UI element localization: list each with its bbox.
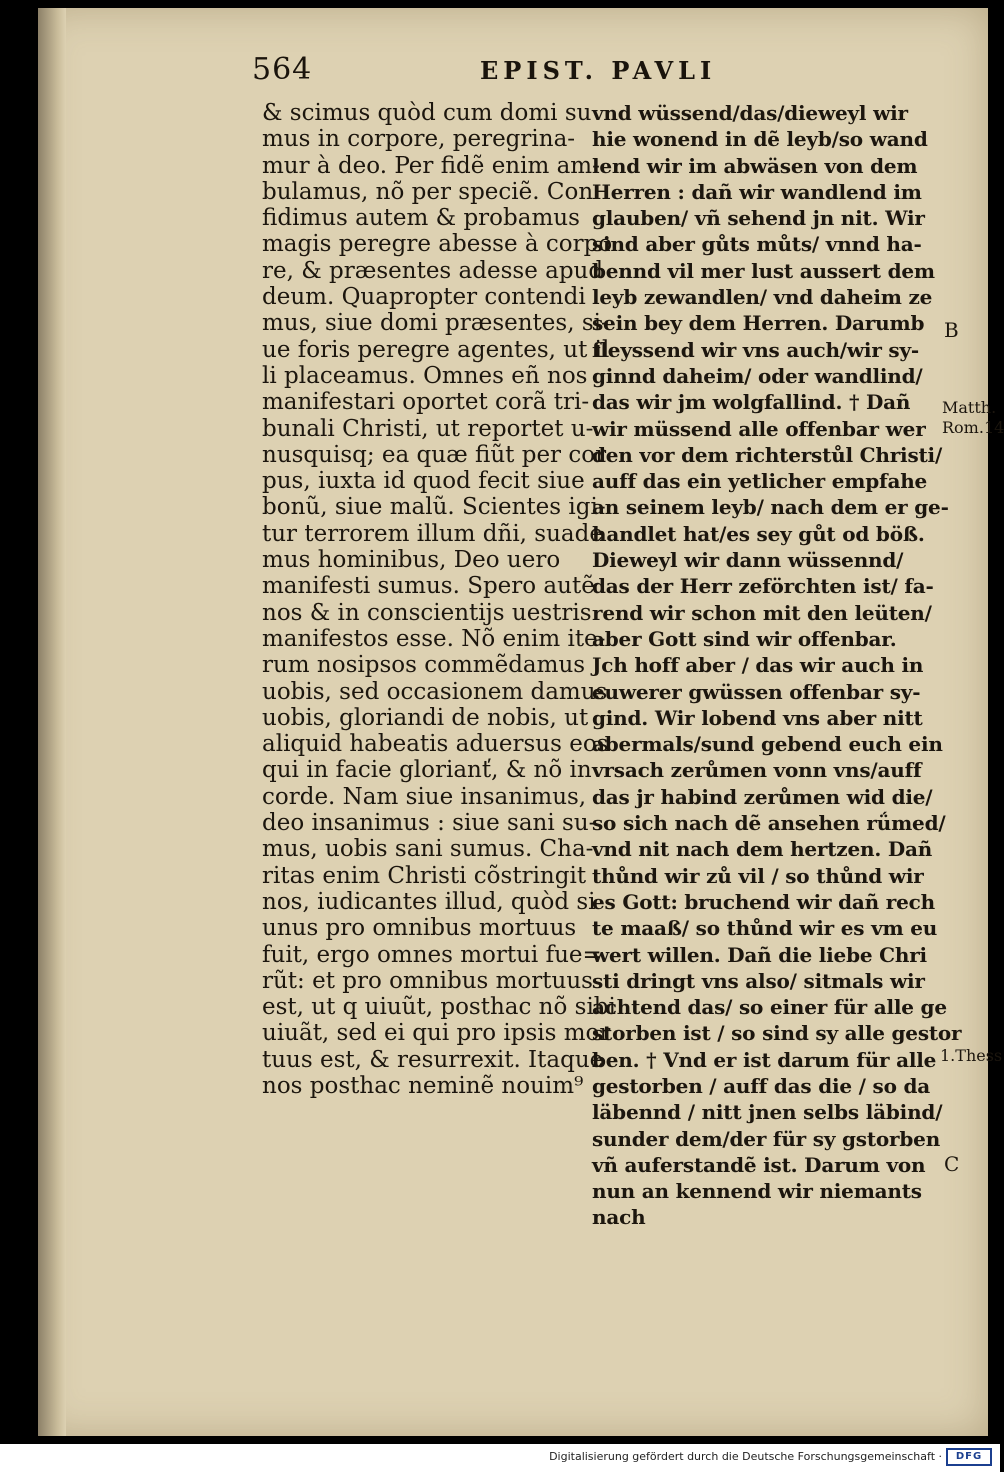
latin-text-line: manifesti sumus. Spero autẽ [262,573,595,600]
german-text-line: wir müssend alle offenbar wer [592,416,926,441]
german-text-line: so sich nach dẽ ansehen rǘmed/ [592,811,946,836]
latin-text-line: bunali Christi, ut reportet u- [262,415,594,442]
german-text-line: gind. Wir lobend vns aber nitt [592,705,923,730]
margin-letter-c: C [944,1152,960,1176]
german-text-line: ginnd daheim/ oder wandlind/ [592,363,923,388]
margin-ref-romans: Rom.14 [942,418,1004,437]
latin-text-line: ritas enim Christi cõstringit [262,862,587,889]
german-text-line: ben. † Vnd er ist darum für alle [592,1047,937,1072]
page-number: 564 [252,52,313,87]
german-text-line: auff das ein yetlicher empfahe [592,469,928,494]
german-text-line: den vor dem richterstůl Christi/ [592,442,943,467]
latin-text-line: mus, siue domi præsentes, si- [262,310,609,337]
latin-text-line: tuus est, & resurrexit. Itaque [262,1046,604,1073]
german-text-line: sti dringt vns also/ sitmals wir [592,968,925,993]
german-text-line: euwerer gwüssen offenbar sy- [592,679,921,704]
latin-text-line: aliquid habeatis aduersus eos [262,731,609,758]
german-text-line: vnd nit nach dem hertzen. Dañ [592,837,933,862]
german-text-line: läbennd / nitt jnen selbs läbind/ [592,1100,943,1125]
german-text-line: thůnd wir zů vil / so thůnd wir [592,863,924,888]
german-text-line: Herren : dañ wir wandlend im [592,179,922,204]
latin-text-line: uobis, gloriandi de nobis, ut [262,704,589,731]
german-text-line: das der Herr zeförchten ist/ fa- [592,574,934,599]
latin-text-line: rum nosipsos commẽdamus [262,652,586,679]
german-text-line: sind aber gůts můts/ vnnd ha- [592,232,922,257]
margin-ref-matthew: Matth. [942,398,997,417]
german-text-line: es Gott: bruchend wir dañ rech [592,889,935,914]
latin-text-line: nos & in conscientijs uestris [262,599,592,626]
latin-text-line: corde. Nam siue insanimus, [262,783,587,810]
latin-text-line: deum. Quapropter contendi [262,284,586,311]
latin-text-line: uobis, sed occasionem damus [262,678,608,705]
german-text-line: fleyssend wir vns auch/wir sy- [592,337,919,362]
latin-text-line: bulamus, nõ per speciẽ. Con [262,178,594,205]
latin-text-line: nos posthac neminẽ nouim⁹ [262,1072,584,1099]
german-text-line: vrsach zerůmen vonn vns/auff [592,758,922,783]
german-text-line: achtend das/ so einer für alle ge [592,995,947,1020]
latin-text-column [262,100,616,1099]
latin-text-line: manifestari oportet corã tri- [262,389,590,416]
latin-text-line: mus, uobis sani sumus. Cha- [262,836,594,863]
german-text-line: an seinem leyb/ nach dem er ge- [592,495,949,520]
latin-text-line: qui in facie glorianť, & nõ in [262,757,592,784]
latin-text-line: unus pro omnibus mortuus [262,915,577,942]
german-text-line: handlet hat/es sey gůt od böß. [592,521,925,546]
german-text-line: das wir jm wolgfallind. † Dañ [592,390,911,415]
dfg-logo: DFG [946,1448,992,1466]
latin-text-line: bonũ, siue malũ. Scientes igi- [262,494,606,521]
margin-letter-b: B [944,318,959,342]
latin-text-line: est, ut q uiuũt, posthac nõ sibi [262,994,616,1021]
german-text-line: gestorben / auff das die / so da [592,1073,931,1098]
latin-text-line: & scimus quòd cum domi su [262,100,592,126]
latin-text-line: magis peregre abesse à corpo [262,231,613,258]
latin-text-line: fidimus autem & probamus [262,205,580,232]
german-text-column [592,100,962,1231]
german-text-line: nun an kennend wir niemants [592,1179,922,1204]
running-head: EPIST. PAVLI [480,56,717,85]
digitization-footer [0,1444,1000,1472]
latin-text-line: nos, iudicantes illud, quòd si [262,888,596,915]
latin-text-line: mur à deo. Per fidẽ enim am- [262,152,600,179]
german-text-line: bennd vil mer lust aussert dem [592,258,935,283]
latin-text-line: re, & præsentes adesse apud [262,257,604,284]
latin-text-line: fuit, ergo omnes mortui fue= [262,941,602,968]
latin-text-line: li placeamus. Omnes eñ nos [262,362,588,389]
latin-text-line: ue foris peregre agentes, ut il [262,336,610,363]
german-text-line: vñ auferstandẽ ist. Darum von [592,1152,926,1177]
german-text-line: nach [592,1205,646,1230]
latin-text-line: manifestos esse. Nõ enim ite- [262,625,606,652]
footer-credit: Digitalisierung gefördert durch die Deutsche Forschungsgemeinschaft · [549,1450,942,1463]
latin-text-line: pus, iuxta id quod fecit siue [262,468,585,495]
margin-ref-thessalonians: 1.Thess [940,1046,1003,1065]
german-text-line: te maaß/ so thůnd wir es vm eu [592,916,938,941]
german-text-line: leyb zewandlen/ vnd daheim ze [592,285,933,310]
german-text-line: abermals/sund gebend euch ein [592,732,943,757]
latin-text-line: nusquisq; ea quæ fiũt per cor [262,441,607,468]
german-text-line: storben ist / so sind sy alle gestor [592,1021,962,1046]
german-text-line: Dieweyl wir dann wüssennd/ [592,548,904,573]
german-text-line: sein bey dem Herren. Darumb [592,311,925,336]
latin-text-line: rũt: et pro omnibus mortuus [262,967,593,994]
german-text-line: aber Gott sind wir offenbar. [592,626,897,651]
latin-text-line: uiuãt, sed ei qui pro ipsis mor [262,1020,611,1047]
german-text-line: hie wonend in dẽ leyb/so wand [592,127,928,152]
german-text-line: wert willen. Dañ die liebe Chri [592,942,927,967]
german-text-line: rend wir schon mit den leüten/ [592,600,932,625]
latin-text-line: deo insanimus : siue sani su- [262,810,597,837]
german-text-line: das jr habind zerůmen wid die/ [592,784,933,809]
page-gutter [38,8,66,1436]
german-text-line: glauben/ vñ sehend jn nit. Wir [592,206,925,231]
latin-text-line: mus hominibus, Deo uero [262,547,561,574]
german-text-line: vnd wüssend/das/dieweyl wir [592,101,908,125]
latin-text-line: tur terrorem illum dñi, suade [262,520,603,547]
german-text-line: lend wir im abwäsen von dem [592,153,918,178]
german-text-line: sunder dem/der für sy gstorben [592,1126,941,1151]
german-text-line: Jch hoff aber / das wir auch in [592,653,924,678]
latin-text-line: mus in corpore, peregrina- [262,126,576,153]
